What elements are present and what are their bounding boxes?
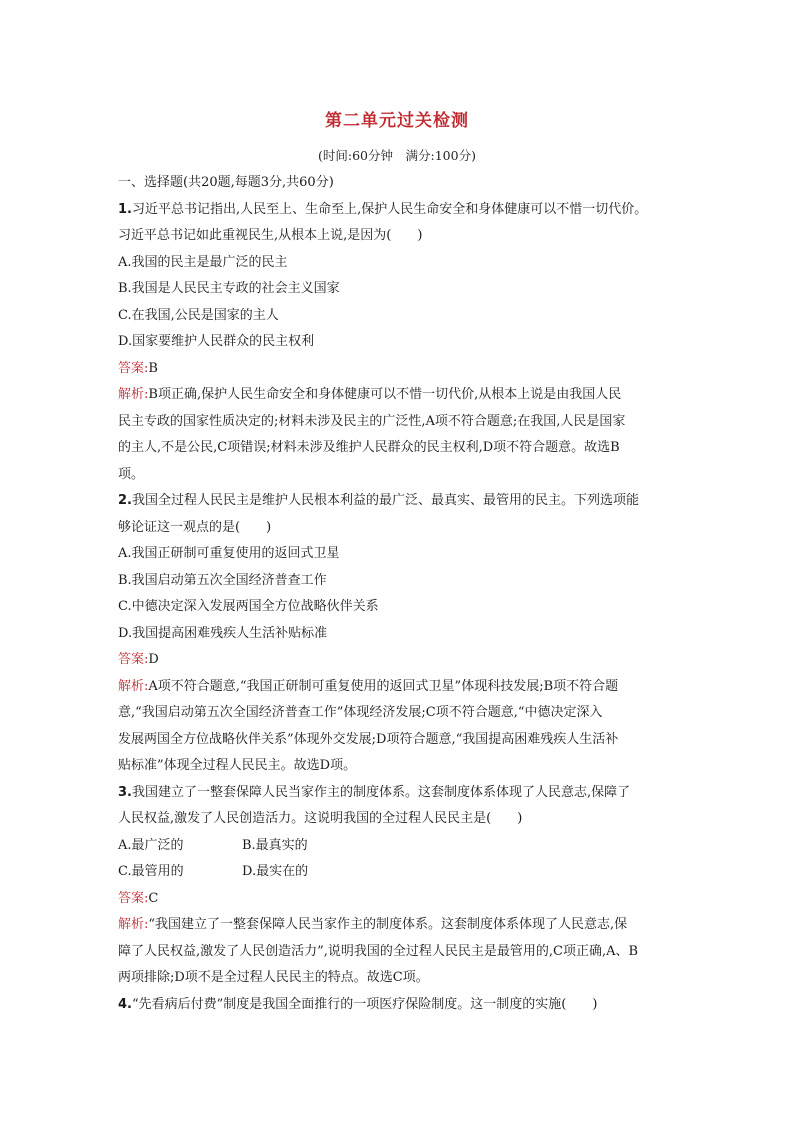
question-stem	[118, 992, 688, 1019]
answer-value: C	[148, 890, 159, 906]
question-number: 4.	[118, 996, 132, 1012]
answer-value: D	[148, 652, 159, 667]
analysis-text: 两项排除;D项不是全过程人民民主的特点。故选C项。	[118, 970, 429, 985]
answer-label: 答案:	[118, 360, 149, 376]
option-a: A.我国的民主是最广泛的民主	[118, 254, 288, 270]
question-stem	[118, 780, 688, 807]
analysis-line	[118, 674, 688, 701]
question-stem-text: 我国全过程人民民主是维护人民根本利益的最广泛、最真实、最管用的民主。下列选项能	[131, 493, 639, 508]
answer-line	[118, 647, 688, 674]
question-stem-text: 我国建立了一整套保障人民当家作主的制度体系。这套制度体系体现了人民意志,保障了	[131, 784, 631, 800]
question-2	[118, 488, 688, 780]
option-b: B.我国是人民民主专政的社会主义国家	[118, 281, 340, 296]
section-heading: 一、选择题(共20题,每题3分,共60分)	[118, 175, 334, 190]
analysis-text: 发展两国全方位战略伙伴关系”体现外交发展;D项符合题意,“我国提高困难残疾人生活补	[118, 731, 619, 747]
option-b: B.我国启动第五次全国经济普查工作	[118, 572, 327, 588]
question-stem-text: 习近平总书记如此重视民生,从根本上说,是因为( )	[118, 228, 423, 243]
answer-label: 答案:	[118, 890, 149, 906]
analysis-text: 的主人,不是公民,C项错误;材料未涉及维护人民群众的民主权利,D项不符合题意。故选B	[118, 440, 620, 455]
question-stem-text: 习近平总书记指出,人民至上、生命至上,保护人民生命安全和身体健康可以不惜一切代价。	[131, 201, 648, 217]
exam-info: (时间:60分钟 满分:100分)	[318, 148, 476, 163]
question-number: 2.	[118, 493, 132, 508]
answer-value: B	[148, 360, 158, 376]
option-a: A.最广泛的	[118, 837, 184, 853]
question-3	[118, 780, 688, 992]
option-row	[118, 833, 688, 860]
analysis-text: 民主专政的国家性质决定的;材料未涉及民主的广泛性,A项不符合题意;在我国,人民是国家	[118, 413, 626, 429]
analysis-text: 障了人民权益,激发了人民创造活力”,说明我国的全过程人民民主是最管用的,C项正确,A、B	[118, 943, 639, 959]
question-1	[118, 197, 688, 489]
analysis-text: B项正确,保护人民生命安全和身体健康可以不惜一切代价,从根本上说是由我国人民	[148, 387, 622, 402]
analysis-text: 项。	[118, 466, 145, 482]
option-row	[118, 859, 688, 886]
option-b: B.最真实的	[242, 837, 308, 853]
option-d: D.国家要维护人民群众的民主权利	[118, 334, 315, 349]
question-4	[118, 992, 688, 1019]
option-a: A.我国正研制可重复使用的返回式卫星	[118, 546, 340, 561]
question-stem	[118, 197, 688, 224]
question-number: 1.	[118, 201, 132, 217]
analysis-line	[118, 382, 688, 409]
answer-label: 答案:	[118, 652, 149, 667]
question-stem-text: 人民权益,激发了人民创造活力。这说明我国的全过程人民民主是( )	[118, 811, 523, 826]
question-stem-text: 够论证这一观点的是( )	[118, 519, 272, 535]
analysis-line	[118, 912, 688, 939]
question-stem	[118, 488, 688, 515]
document-body	[118, 170, 688, 1018]
analysis-label: 解析:	[118, 678, 149, 694]
analysis-text: A项不符合题意,“我国正研制可重复使用的返回式卫星”体现科技发展;B项不符合题	[148, 678, 619, 694]
option-c: C.中德决定深入发展两国全方位战略伙伴关系	[118, 599, 379, 614]
answer-line	[118, 886, 688, 913]
analysis-text: 贴标准”体现全过程人民民主。故选D项。	[118, 758, 357, 773]
question-stem-text: “先看病后付费”制度是我国全面推行的一项医疗保险制度。这一制度的实施( )	[131, 996, 598, 1012]
analysis-label: 解析:	[118, 917, 149, 932]
analysis-label: 解析:	[118, 387, 149, 402]
answer-line	[118, 356, 688, 383]
option-d: D.最实在的	[242, 864, 309, 879]
option-c: C.在我国,公民是国家的主人	[118, 307, 279, 323]
option-c: C.最管用的	[118, 864, 184, 879]
analysis-text: “我国建立了一整套保障人民当家作主的制度体系。这套制度体系体现了人民意志,保	[148, 917, 628, 932]
option-d: D.我国提高困难残疾人生活补贴标准	[118, 625, 328, 641]
analysis-text: 意,“我国启动第五次全国经济普查工作”体现经济发展;C项不符合题意,“中德决定深入	[118, 705, 603, 720]
page-title: 第二单元过关检测	[325, 111, 469, 131]
question-number: 3.	[118, 784, 132, 800]
